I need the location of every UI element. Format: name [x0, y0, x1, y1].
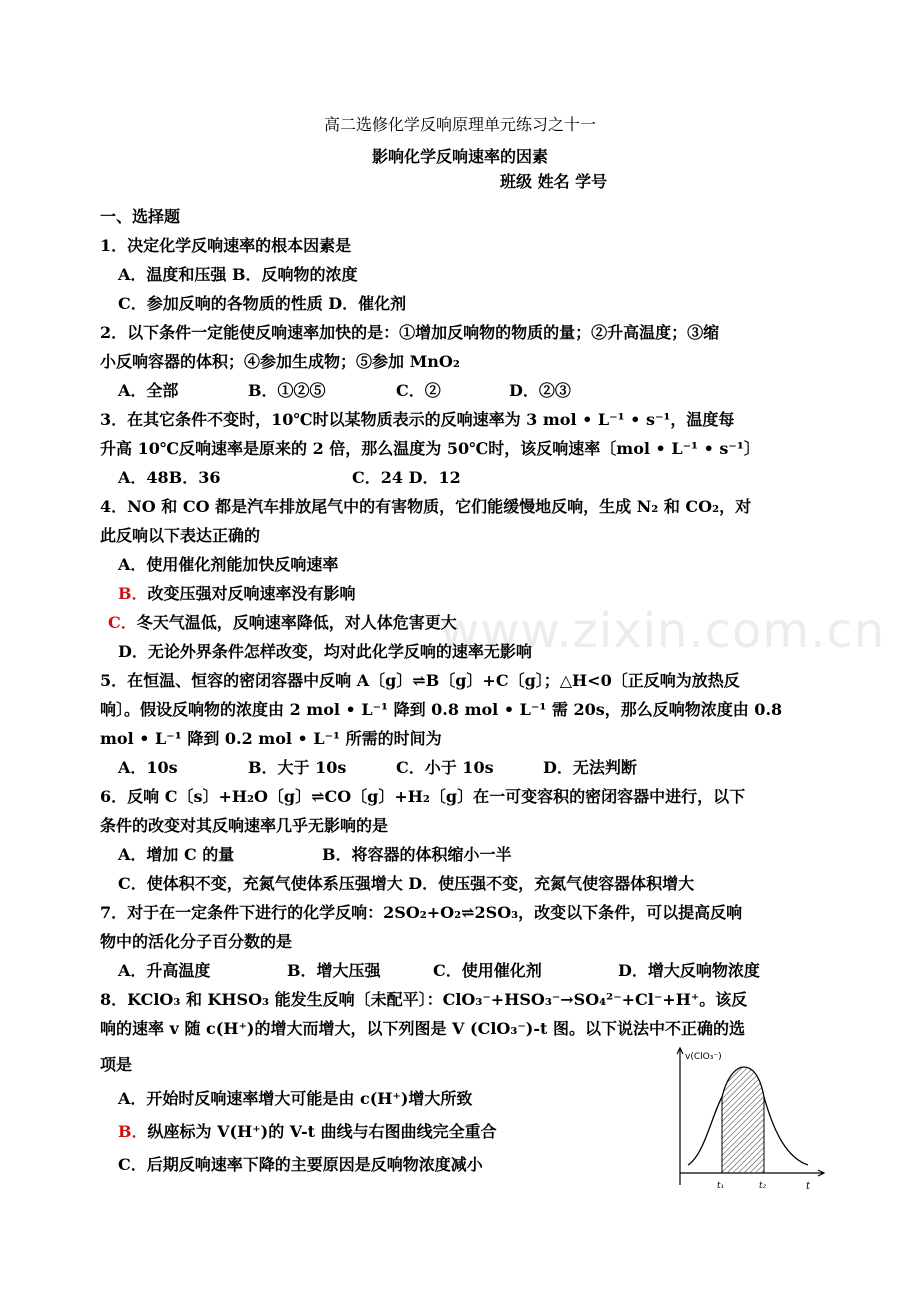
- option-b-text: 改变压强对反响速率没有影响: [147, 584, 356, 603]
- question-4-option-a: A．使用催化剂能加快反响速率: [118, 555, 339, 574]
- shaded-region: [722, 1067, 764, 1173]
- question-5-option-b: B．大于 10s: [248, 758, 347, 777]
- question-6-stem-2: 条件的改变对其反响速率几乎无影响的是: [100, 816, 389, 835]
- option-b-label: B．: [118, 584, 148, 603]
- question-7-option-a: A．升高温度: [118, 961, 211, 980]
- question-8-option-a: A．开始时反响速率增大可能是由 c(H⁺)增大所致: [118, 1089, 473, 1108]
- page-title: 高二选修化学反响原理单元练习之十一: [323, 115, 596, 134]
- question-7-stem-2: 物中的活化分子百分数的是: [100, 932, 293, 951]
- page-subtitle: 影响化学反响速率的因素: [371, 147, 548, 166]
- question-2-option-a: A．全部: [118, 381, 179, 400]
- question-7-option-c: C．使用催化剂: [433, 961, 542, 980]
- question-8-option-b: [118, 1122, 497, 1142]
- question-6-option-a: A．增加 C 的量: [118, 845, 235, 864]
- t2-label: t₂: [759, 1181, 767, 1191]
- question-1-options-1: A．温度和压强 B．反响物的浓度: [118, 265, 358, 284]
- question-3-stem-1: 3．在其它条件不变时，10℃时以某物质表示的反响速率为 3 mol • L⁻¹ • s⁻¹，温度每: [100, 410, 735, 429]
- question-4-option-c: [108, 613, 457, 633]
- question-2-stem-1: 2．以下条件一定能使反响速率加快的是：①增加反响物的物质的量；②升高温度；③缩: [100, 323, 720, 342]
- t1-label: t₁: [717, 1181, 725, 1191]
- question-8-stem-3: 项是: [100, 1055, 133, 1074]
- question-7-option-b: B．增大压强: [287, 961, 381, 980]
- y-axis-label: v(ClO₃⁻): [685, 1052, 722, 1062]
- question-5-stem-3: mol • L⁻¹ 降到 0.2 mol • L⁻¹ 所需的时间为: [100, 729, 442, 748]
- question-4-option-d: D．无论外界条件怎样改变，均对此化学反响的速率无影响: [118, 642, 532, 661]
- question-5-option-c: C．小于 10s: [396, 758, 494, 777]
- question-7-option-d: D．增大反响物浓度: [618, 961, 760, 980]
- question-2-option-d: D．②③: [509, 381, 571, 400]
- question-1-options-2: C．参加反响的各物质的性质 D．催化剂: [118, 294, 407, 313]
- question-1-stem: 1．决定化学反响速率的根本因素是: [100, 236, 352, 255]
- question-5-stem-2: 响〕。假设反响物的浓度由 2 mol • L⁻¹ 降到 0.8 mol • L⁻¹ 需 20s，那么反响物浓度由 0.8: [100, 700, 783, 719]
- watermark: www.zixin.com.cn: [440, 603, 886, 659]
- question-7-stem-1: 7．对于在一定条件下进行的化学反响：2SO₂+O₂⇌2SO₃，改变以下条件，可以提高反响: [100, 903, 743, 922]
- question-8-stem-1: 8．KClO₃ 和 KHSO₃ 能发生反响〔未配平〕：ClO₃⁻+HSO₃⁻→SO₄²⁻+Cl⁻+H⁺。该反: [100, 990, 748, 1009]
- option-c-label: C．: [108, 613, 137, 632]
- option-c-text: 冬天气温低，反响速率降低，对人体危害更大: [136, 613, 457, 632]
- question-8-option-c: C．后期反响速率下降的主要原因是反响物浓度减小: [118, 1155, 483, 1174]
- question-4-stem-1: 4．NO 和 CO 都是汽车排放尾气中的有害物质，它们能缓慢地反响，生成 N₂ 和 CO₂，对: [100, 497, 752, 516]
- rate-time-graph: [668, 1045, 828, 1195]
- question-3-options-1: A．48B．36: [118, 468, 221, 487]
- question-6-stem-1: 6．反响 C〔s〕+H₂O〔g〕⇌CO〔g〕+H₂〔g〕在一可变容积的密闭容器中进行，以下: [100, 787, 746, 806]
- question-4-option-b: [118, 584, 356, 604]
- x-axis-label: t: [806, 1181, 811, 1192]
- section-heading: 一、选择题: [100, 207, 181, 226]
- question-5-option-a: A．10s: [118, 758, 178, 777]
- question-6-options-cd: C．使体积不变，充氮气使体系压强增大 D．使压强不变，充氮气使容器体积增大: [118, 874, 695, 893]
- question-2-option-b: B．①②⑤: [248, 381, 326, 400]
- question-2-stem-2: 小反响容器的体积；④参加生成物；⑤参加 MnO₂: [100, 352, 460, 371]
- q8-option-b-text: 纵座标为 V(H⁺)的 V-t 曲线与右图曲线完全重合: [147, 1122, 497, 1141]
- question-3-options-2: C．24 D．12: [352, 468, 461, 487]
- question-6-option-b: B．将容器的体积缩小一半: [322, 845, 512, 864]
- student-info: 班级 姓名 学号: [500, 172, 608, 191]
- question-4-stem-2: 此反响以下表达正确的: [100, 526, 261, 545]
- question-2-option-c: C．②: [396, 381, 441, 400]
- q8-option-b-label: B．: [118, 1122, 148, 1141]
- question-5-stem-1: 5．在恒温、恒容的密闭容器中反响 A〔g〕⇌B〔g〕+C〔g〕；△H<0〔正反响为放热反: [100, 671, 740, 690]
- question-5-option-d: D．无法判断: [543, 758, 637, 777]
- question-8-stem-2: 响的速率 v 随 c(H⁺)的增大而增大，以下列图是 V (ClO₃⁻)-t 图。以下说法中不正确的选: [100, 1019, 745, 1038]
- question-3-stem-2: 升高 10℃反响速率是原来的 2 倍，那么温度为 50℃时，该反响速率〔mol • L⁻¹ • s⁻¹〕: [100, 439, 760, 458]
